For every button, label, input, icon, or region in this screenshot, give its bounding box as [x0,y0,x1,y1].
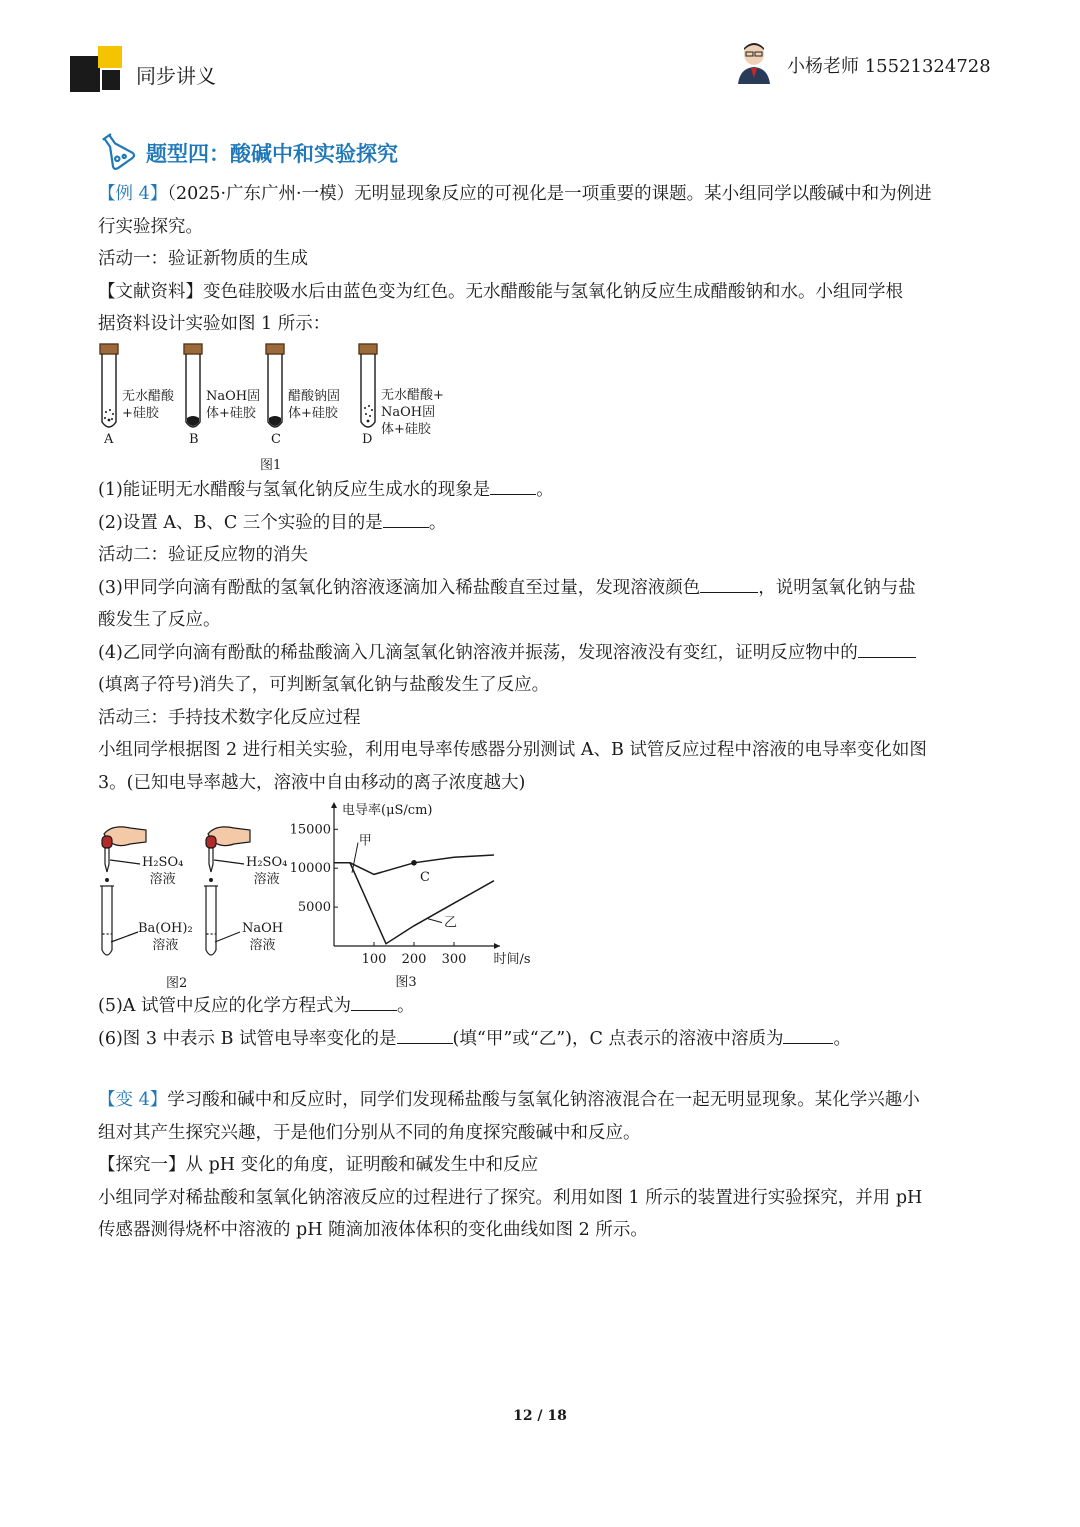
answer-blank [858,639,916,658]
lit-line-2: 据资料设计实验如图 1 所示： [98,314,331,334]
tube-a-letter: A [104,432,114,447]
y-tick-label: 5000 [297,900,331,916]
teacher-info: 小杨老师 15521324728 [787,56,991,77]
y-axis-label: 电导率(μS/cm) [342,803,433,818]
y-axis-arrow [331,802,337,808]
question-2: (2)设置 A、B、C 三个实验的目的是 。 [98,507,984,540]
section-title: 题型四：酸碱中和实验探究 [146,142,398,166]
example-line-2: 行实验探究。 [98,216,203,237]
activity-3: 活动三：手持技术数字化反应过程 [98,707,361,728]
series-line-yi [334,863,494,944]
question-3-line-2: 酸发生了反应。 [98,610,221,630]
point-c [411,860,417,866]
y-tick-label: 10000 [289,861,331,877]
flask-icon [96,130,136,170]
y-tick-label: 15000 [289,822,331,838]
question-5: (5)A 试管中反应的化学方程式为 。 [98,990,984,1023]
explore-line: 【探究一】从 pH 变化的角度，证明酸和碱发生中和反应 [98,1155,539,1175]
page-number: 12 / 18 [513,1408,567,1424]
example-text-1: （2025·广东广州·一模）无明显现象反应的可视化是一项重要的课题。某小组同学以酸碱中和为例进 [167,184,932,204]
teacher-avatar [734,40,774,84]
figure-3-caption: 图3 [395,975,417,990]
lit-line-1 [98,276,984,309]
answer-blank [783,1025,833,1044]
variant-line-2: 组对其产生探究兴趣，于是他们分别从不同的角度探究酸碱中和反应。 [98,1122,641,1143]
tube-b-letter: B [189,432,199,447]
point-c-label: C [420,869,430,885]
variant-tag: 【变 4】 [98,1090,168,1110]
figure-3-chart [286,798,531,994]
figure-2-caption: 图2 [166,976,188,991]
x-axis-arrow [494,943,500,949]
example-block [98,178,984,341]
series-yi-leader [428,919,442,923]
logo [70,46,124,92]
variant-line-3: 小组同学对稀盐酸和氢氧化钠溶液反应的过程进行了探究。利用如图 1 所示的装置进行实验探究，并用 pH [98,1187,923,1208]
activity-2: 活动二：验证反应物的消失 [98,545,308,565]
questions-block-2 [98,990,984,1055]
tube-a-label: 无水醋酸 +硅胶 [122,389,175,421]
series-jia-leader [352,843,358,873]
answer-blank [490,476,536,495]
tube-c-letter: C [271,432,281,447]
left-tube-reagent: Ba(OH)₂ 溶液 [138,921,193,953]
left-dropper-reagent: H₂SO₄ 溶液 [142,855,184,887]
right-tube-reagent: NaOH 溶液 [242,921,284,953]
question-1: (1)能证明无水醋酸与氢氧化钠反应生成水的现象是 。 [98,474,984,507]
example-tag: 【例 4】 [98,184,168,204]
tube-d-label: 无水醋酸+ NaOH固 体+硅胶 [381,388,444,437]
question-3: (3)甲同学向滴有酚酞的氢氧化钠溶液逐滴加入稀盐酸直至过量，发现溶液颜色 ，说明氢氧化钠与盐 [98,572,984,605]
activity-1: 活动一：验证新物质的生成 [98,249,308,269]
x-tick-label: 200 [401,952,427,967]
variant-line-4: 传感器测得烧杯中溶液的 pH 随滴加液体体积的变化曲线如图 2 所示。 [98,1220,648,1240]
x-axis-label: 时间/s [493,952,531,967]
variant-block [98,1084,984,1247]
answer-blank [397,1025,453,1044]
questions-block [98,474,984,799]
figure-1-caption: 图1 [260,458,282,473]
tube-c-label: 醋酸钠固 体+硅胶 [288,389,341,421]
answer-blank [383,509,429,528]
series-yi-label: 乙 [444,915,458,931]
activity-3-line-2: 3。(已知电导率越大，溶液中自由移动的离子浓度越大) [98,772,526,793]
right-dropper-reagent: H₂SO₄ 溶液 [246,855,288,887]
answer-blank [700,574,758,593]
tube-d-letter: D [362,432,373,447]
question-6: (6)图 3 中表示 B 试管电导率变化的是 (填“甲”或“乙”)，C 点表示的溶液中溶质为 。 [98,1023,984,1056]
x-tick-label: 300 [441,952,467,967]
question-4: (4)乙同学向滴有酚酞的稀盐酸滴入几滴氢氧化钠溶液并振荡，发现溶液没有变红，证明反应物中的 [98,637,984,670]
conductivity-chart [286,798,531,994]
tube-b-label: NaOH固 体+硅胶 [206,389,261,421]
lit-text-1: 变色硅胶吸水后由蓝色变为红色。无水醋酸能与氢氧化钠反应生成醋酸钠和水。小组同学根 [203,281,903,302]
figure-2 [96,822,296,992]
header-title: 同步讲义 [136,64,216,88]
lit-tag: 【文献资料】 [98,281,203,302]
answer-blank [351,992,397,1011]
figure-1 [96,342,456,472]
variant-line-1: 【变 4】学习酸和碱中和反应时，同学们发现稀盐酸与氢氧化钠溶液混合在一起无明显现象。某化学兴趣小 [98,1090,920,1110]
example-line-1 [98,178,984,211]
question-4-line-2: (填离子符号)消失了，可判断氢氧化钠与盐酸发生了反应。 [98,675,550,695]
activity-3-line-1: 小组同学根据图 2 进行相关实验，利用电导率传感器分别测试 A、B 试管反应过程中溶液的电导率变化如图 [98,740,927,760]
x-tick-label: 100 [361,952,387,967]
series-jia-label: 甲 [358,833,372,849]
